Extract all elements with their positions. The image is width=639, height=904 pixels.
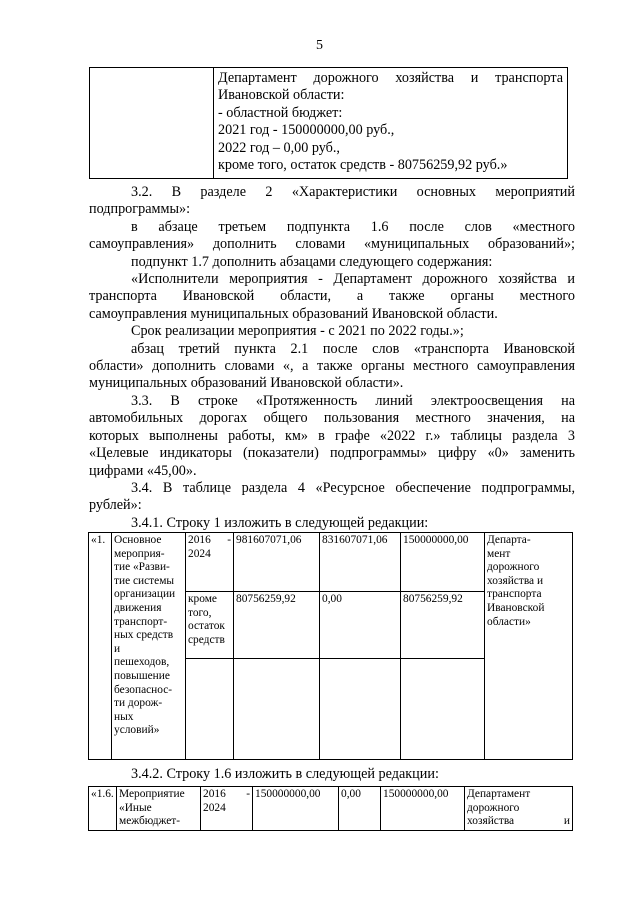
paragraph-line: «Целевые индикаторы (показатели) подпрограммы» цифру «0» заменить	[89, 445, 575, 462]
name-line: движения	[114, 601, 162, 614]
paragraph-line: 3.3. В строке «Протяженность линий электроосвещения на	[131, 392, 575, 409]
extra-2021-cell: 0,00	[320, 592, 401, 659]
name-line: безопаснос-	[114, 683, 173, 696]
top-table-line: кроме того, остаток средств - 80756259,92 руб.»	[218, 157, 508, 174]
executor-cell	[465, 787, 573, 831]
empty-cell	[186, 659, 234, 760]
executor-cell	[485, 533, 573, 760]
name-line: условий»	[114, 724, 160, 737]
period-start: 2016	[188, 534, 211, 546]
executor-line: дорожного	[467, 801, 520, 814]
extra-label-line: остаток	[188, 620, 225, 633]
period-end: 2024	[188, 547, 211, 560]
name-line: ти дорож-	[114, 697, 163, 710]
resource-table-row16	[88, 786, 573, 831]
executor-line: хозяйства и	[487, 574, 544, 587]
executor-line: транспорта	[487, 588, 542, 601]
top-table-text-cell	[214, 68, 568, 179]
empty-cell	[320, 659, 401, 760]
extra-label-line: того,	[188, 606, 212, 619]
extra-label-line: кроме	[188, 593, 217, 605]
paragraph-line: абзац третий пункта 2.1 после слов «транспорта Ивановской	[131, 340, 575, 357]
period-cell	[201, 787, 253, 831]
row-number-cell: «1.	[89, 533, 112, 760]
paragraph-line: подпрограммы»:	[89, 201, 191, 218]
name-line: транспорт-	[114, 615, 168, 628]
extra-total-cell: 80756259,92	[234, 592, 320, 659]
period-end: 2024	[203, 801, 226, 814]
paragraph-line: «Исполнители мероприятия - Департамент дорожного хозяйства и	[131, 271, 575, 288]
top-table-empty-cell	[90, 68, 214, 179]
year-2022-cell: 150000000,00	[401, 533, 485, 592]
extra-label-cell	[186, 592, 234, 659]
period-cell	[186, 533, 234, 592]
paragraph-line: муниципальных образований Ивановской области».	[89, 375, 404, 392]
paragraph-line: подпункт 1.7 дополнить абзацами следующего содержания:	[131, 253, 493, 270]
name-line: ных	[114, 710, 134, 723]
total-cell: 150000000,00	[253, 787, 339, 831]
executor-line: хозяйства	[467, 815, 515, 828]
row-number-cell: «1.6.	[89, 787, 117, 831]
paragraph-line: 3.2. В разделе 2 «Характеристики основных мероприятий	[131, 184, 575, 200]
paragraph-line: самоуправления муниципальных образований Ивановской области.	[89, 305, 498, 322]
measure-name-cell	[112, 533, 186, 760]
name-line: «Иные	[119, 801, 152, 814]
top-table-line: Департамент дорожного хозяйства и транспорта	[218, 70, 563, 86]
name-line: организации	[114, 588, 176, 601]
period-start: 2016	[203, 788, 226, 800]
name-line: мероприя-	[114, 547, 165, 560]
total-cell: 981607071,06	[234, 533, 320, 592]
top-table-line: - областной бюджет:	[218, 104, 343, 121]
extra-2022-cell: 80756259,92	[401, 592, 485, 659]
name-line: Мероприятие	[119, 788, 185, 800]
executor-line: Ивановской	[487, 601, 545, 614]
executor-line: дорожного	[487, 561, 540, 574]
executor-line: Департамент	[467, 788, 531, 800]
executor-tail: и	[563, 815, 570, 828]
resource-table-row1	[88, 532, 573, 760]
paragraph-line: в абзаце третьем подпункта 1.6 после слов «местного	[131, 218, 575, 235]
paragraph-line: цифрами «45,00».	[89, 462, 197, 479]
paragraph-line: 3.4.2. Строку 1.6 изложить в следующей редакции:	[131, 766, 439, 782]
year-2021-cell: 0,00	[339, 787, 381, 831]
extra-label-line: средств	[188, 633, 225, 646]
name-line: Основное	[114, 534, 162, 546]
top-table	[89, 67, 568, 179]
paragraph-line: самоуправления» дополнить словами «муниципальных образований»;	[89, 236, 575, 253]
name-line: и	[114, 642, 121, 655]
year-2021-cell: 831607071,06	[320, 533, 401, 592]
period-dash: -	[227, 534, 231, 546]
name-line: тие «Разви-	[114, 561, 170, 574]
name-line: межбюджет-	[119, 815, 181, 828]
paragraph-line: которых выполнены работы, км» в графе «2022 г.» таблицы раздела 3	[89, 427, 575, 444]
paragraph-line: области» дополнить словами «, а также органы местного самоуправления	[89, 358, 575, 375]
period-dash: -	[246, 788, 250, 800]
paragraph-line: транспорта Ивановской области, а также органы местного	[89, 288, 575, 305]
empty-cell	[401, 659, 485, 760]
executor-line: области»	[487, 615, 531, 628]
top-table-line: 2022 год – 0,00 руб.,	[218, 139, 340, 156]
paragraph-line: 3.4.1. Строку 1 изложить в следующей редакции:	[131, 514, 429, 531]
empty-cell	[234, 659, 320, 760]
executor-line: мент	[487, 547, 511, 560]
body-text	[89, 184, 575, 532]
name-line: повышение	[114, 669, 170, 682]
paragraph-line: рублей»:	[89, 497, 142, 514]
top-table-line: 2021 год - 150000000,00 руб.,	[218, 122, 395, 139]
paragraph-line: Срок реализации мероприятия - с 2021 по 2022 годы.»;	[131, 323, 464, 340]
top-table-line: Ивановской области:	[218, 87, 345, 104]
name-line: ных средств	[114, 629, 174, 642]
executor-line: Департа-	[487, 534, 531, 546]
paragraph-line: автомобильных дорогах общего пользования местного значения, на	[89, 410, 575, 427]
page-number: 5	[316, 38, 323, 53]
year-2022-cell: 150000000,00	[381, 787, 465, 831]
name-line: пешеходов,	[114, 656, 170, 669]
measure-name-cell	[117, 787, 201, 831]
name-line: тие системы	[114, 574, 175, 587]
paragraph-line: 3.4. В таблице раздела 4 «Ресурсное обеспечение подпрограммы,	[131, 479, 575, 496]
